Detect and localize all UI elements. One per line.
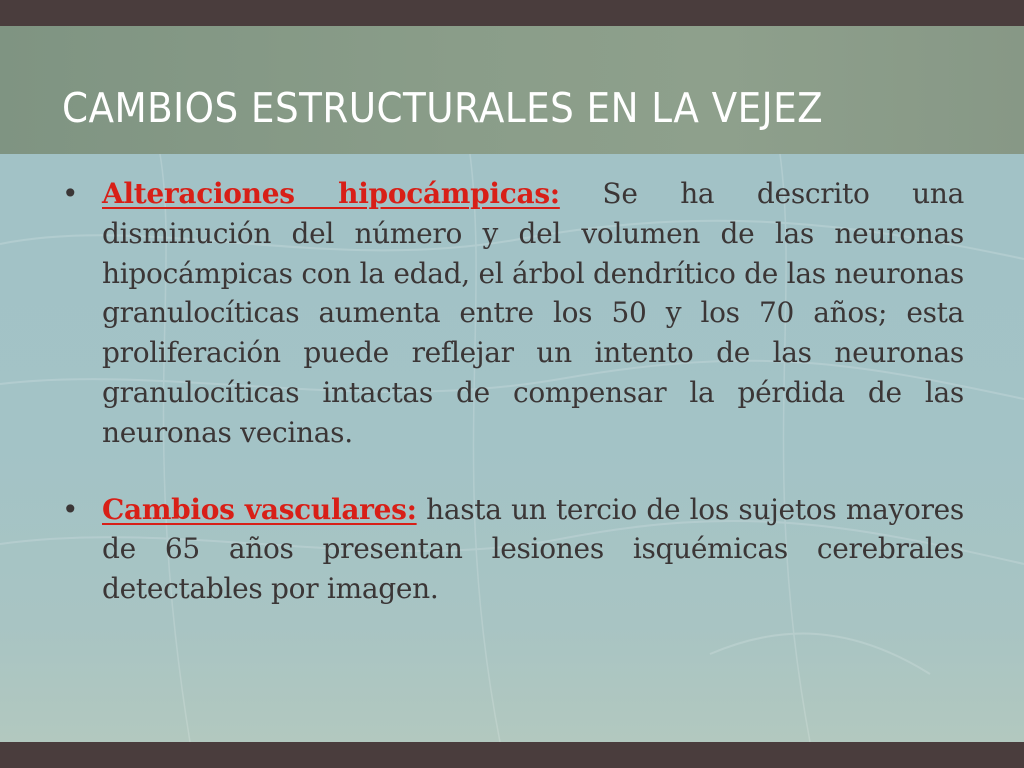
bullet-dot-icon: • [62, 177, 79, 210]
bullet-list [62, 174, 964, 609]
slide-title: CAMBIOS ESTRUCTURALES EN LA VEJEZ [62, 84, 824, 132]
bullet-item-hippocampal [62, 174, 964, 453]
bullet-text: Se ha descrito una disminución del número y del volumen de las neuronas hipocámpicas con la edad, el árbol dendrítico de las neuronas granulocíticas aumenta entre los 50 y los 70 años; esta proliferación puede reflejar un intento de las neuronas granulocíticas intactas de compensar la pérdida de las neuronas vecinas. [102, 177, 964, 449]
bullet-term: Cambios vasculares: [102, 492, 417, 526]
bullet-text: hasta un tercio de los sujetos mayores de 65 años presentan lesiones isquémicas cerebrales detectables por imagen. [102, 492, 964, 606]
bullet-dot-icon: • [62, 492, 79, 526]
bullet-term: Alteraciones hipocámpicas: [102, 177, 560, 210]
bullet-item-vascular [62, 490, 964, 609]
bottom-band [0, 742, 1024, 768]
top-band [0, 0, 1024, 26]
